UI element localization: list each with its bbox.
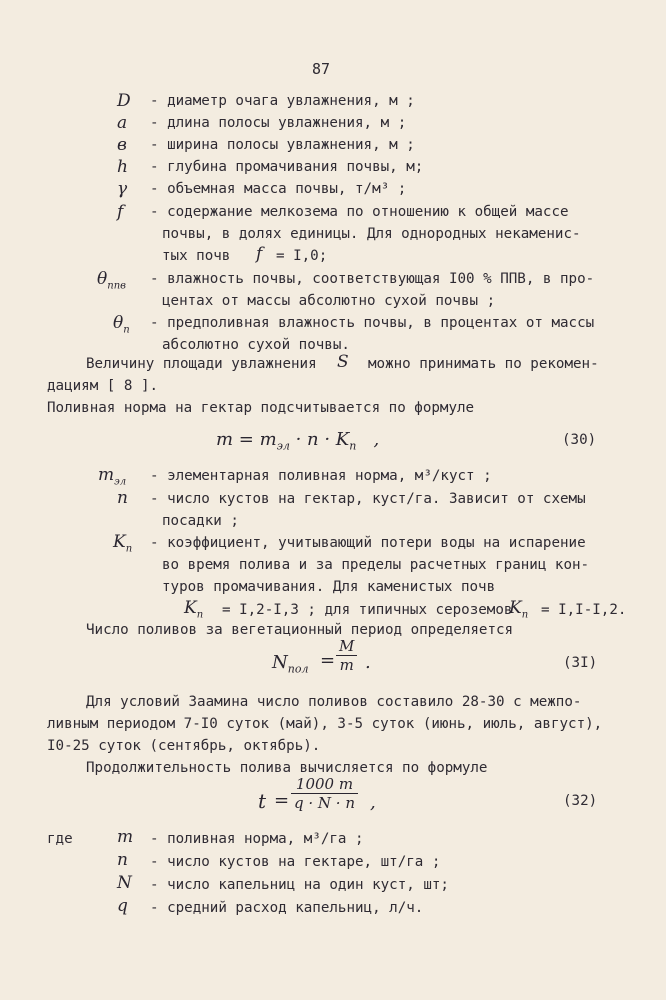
formula-31-dot: . — [365, 652, 371, 673]
page-number: 87 — [312, 60, 331, 78]
symbol-Kp-inline2: $K_п$ — [509, 598, 529, 621]
def-Kp-2: во время полива и за пределы расчетных границ кон- — [162, 557, 590, 573]
symbol-Kp-inline1: $K_п$ — [184, 598, 204, 621]
symbol-f-inline: f — [256, 244, 263, 264]
formula-32-fraction — [291, 775, 358, 812]
def-a: - длина полосы увлажнения, м ; — [150, 115, 407, 131]
def-Kp-4a: = I,2-I,3 ; для типичных сероземов — [222, 602, 513, 618]
symbol-m: m — [117, 827, 134, 847]
symbol-theta-ppv: $\theta_{ппв}$ — [97, 269, 126, 292]
def-m-el: - элементарная поливная норма, м³/куст ; — [150, 468, 492, 484]
equation-number-31: (3I) — [563, 655, 598, 671]
fraction-32-denominator: q · N · n — [294, 794, 355, 812]
formula-30: $m = m_{эл} \cdot n \cdot K_п$ , — [216, 429, 380, 453]
symbol-Kp: $K_п$ — [113, 532, 133, 555]
def-Kp-3: туров промачивания. Для каменистых почв — [162, 579, 496, 595]
fraction-32-numerator: 1000 m — [295, 775, 354, 793]
symbol-b: в — [117, 135, 127, 155]
def-f-value: = I,0; — [276, 248, 328, 264]
def-N: - число капельниц на один куст, шт; — [150, 877, 449, 893]
formula-31-fraction — [336, 637, 357, 674]
para1-line1a: Величину площади увлажнения — [86, 356, 317, 372]
def-theta-p-2: абсолютно сухой почвы. — [162, 337, 350, 353]
para4-line2: ливным периодом 7-I0 суток (май), 3-5 суток (июнь, июль, август), — [47, 716, 603, 732]
def-D: - диаметр очага увлажнения, м ; — [150, 93, 415, 109]
def-m: - поливная норма, м³/га ; — [150, 831, 364, 847]
symbol-n2: n — [117, 850, 128, 870]
symbol-S: S — [337, 352, 349, 372]
def-h: - глубина промачивания почвы, м; — [150, 159, 424, 175]
def-b: - ширина полосы увлажнения, м ; — [150, 137, 415, 153]
symbol-N: N — [117, 873, 132, 893]
para1-line2: дациям [ 8 ]. — [47, 378, 159, 394]
def-f: - содержание мелкозема по отношению к общей массе — [150, 204, 569, 220]
def-theta-ppv-1: - влажность почвы, соответствующая I00 % ППВ, в про- — [150, 271, 595, 287]
formula-32-lhs: t — [258, 789, 267, 813]
equation-number-32: (32) — [563, 793, 598, 809]
symbol-a: a — [117, 113, 128, 133]
def-Kp-1: - коэффициент, учитывающий потери воды на испарение — [150, 535, 586, 551]
para1-line1b: можно принимать по рекомен- — [368, 356, 599, 372]
def-f-cont1: почвы, в долях единицы. Для однородных некаменис- — [162, 226, 581, 242]
def-n: - число кустов на гектар, куст/га. Зависит от схемы — [150, 491, 586, 507]
symbol-f: f — [117, 202, 124, 222]
formula-32-comma: , — [370, 792, 376, 813]
formula-32-eq: = — [274, 790, 290, 811]
para2: Поливная норма на гектар подсчитывается по формуле — [47, 400, 475, 416]
def-q: - средний расход капельниц, л/ч. — [150, 900, 424, 916]
symbol-gamma: γ — [117, 179, 128, 199]
para5: Продолжительность полива вычисляется по формуле — [86, 760, 488, 776]
para3: Число поливов за вегетационный период определяется — [86, 622, 514, 638]
def-f-cont2: тых почв — [162, 248, 231, 264]
para4-line3: I0-25 суток (сентябрь, октябрь). — [47, 738, 321, 754]
def-n2: - число кустов на гектаре, шт/га ; — [150, 854, 441, 870]
equation-number-30: (30) — [562, 432, 597, 448]
def-gamma: - объемная масса почвы, т/м³ ; — [150, 181, 407, 197]
symbol-n: n — [117, 488, 128, 508]
def-Kp-4b: = I,I-I,2. — [541, 602, 627, 618]
fraction-31-numerator: M — [339, 637, 355, 655]
para4-line1: Для условий Заамина число поливов составило 28-30 с межпо- — [86, 694, 582, 710]
def-theta-p-1: - предполивная влажность почвы, в процентах от массы — [150, 315, 595, 331]
symbol-D: D — [117, 91, 131, 111]
def-theta-ppv-2: центах от массы абсолютно сухой почвы ; — [162, 293, 496, 309]
symbol-q: q — [117, 896, 128, 916]
def-n-cont: посадки ; — [162, 513, 239, 529]
fraction-31-denominator: m — [339, 656, 354, 674]
formula-31-eq: = — [320, 650, 336, 671]
symbol-theta-p: $\theta_п$ — [113, 313, 130, 336]
symbol-h: h — [117, 157, 128, 177]
symbol-m-el: $m_{эл}$ — [98, 465, 127, 488]
where-label: где — [47, 831, 73, 847]
formula-31-lhs: $N_{пол}$ — [272, 652, 309, 676]
